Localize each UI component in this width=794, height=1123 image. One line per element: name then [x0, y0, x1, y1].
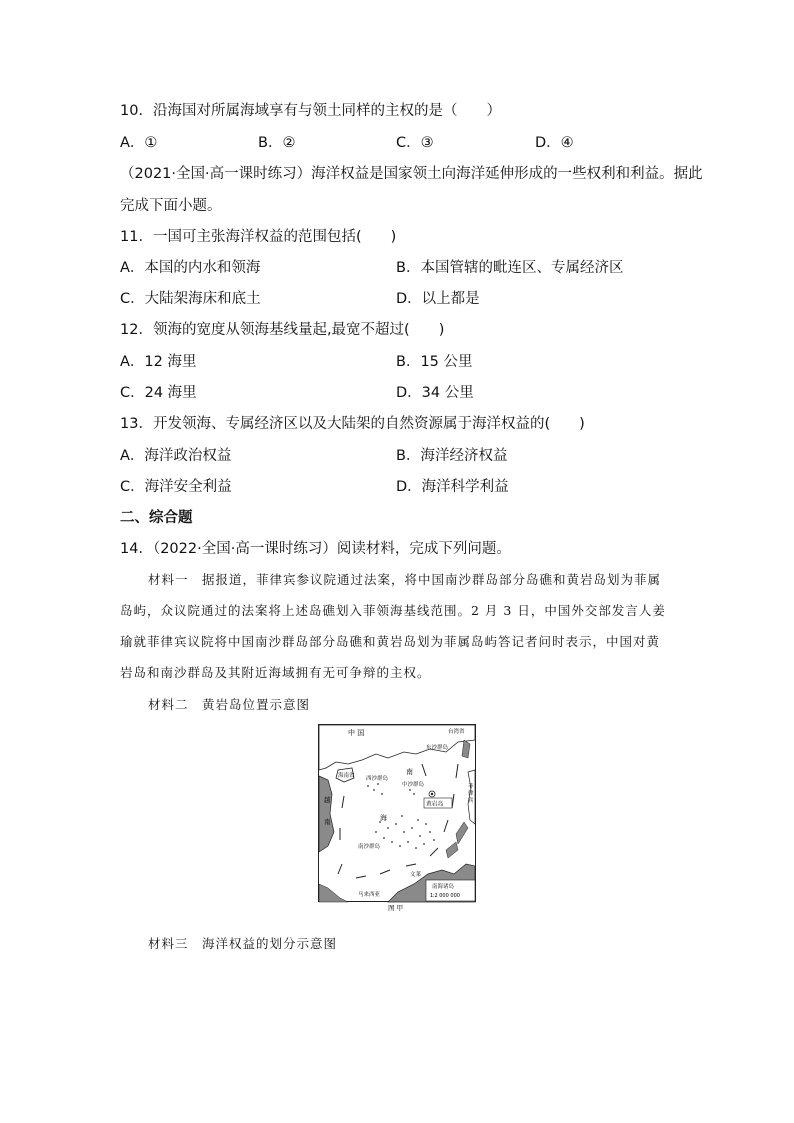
- label-xisha: 西沙群岛: [366, 776, 389, 782]
- q11-option-b: B．本国管辖的毗连区、专属经济区: [396, 260, 624, 276]
- q13-stem: 13．开发领海、专属经济区以及大陆架的自然资源属于海洋权益的( ): [120, 416, 585, 432]
- q11-option-d: D．以上都是: [396, 291, 480, 307]
- inset-scale: 1∶2 000 000: [430, 893, 460, 899]
- q11-option-c: C．大陆架海床和底土: [120, 291, 261, 307]
- label-hai: 海: [380, 814, 387, 822]
- q12-stem: 12．领海的宽度从领海基线量起,最宽不超过( ): [120, 322, 445, 338]
- label-nan: 南: [406, 768, 413, 776]
- q12-option-b: B．15 公里: [396, 354, 473, 370]
- q13-option-a: A．海洋政治权益: [120, 448, 232, 464]
- label-philippines: 菲 律 宾: [468, 784, 474, 804]
- section-title: 二、综合题: [120, 510, 193, 526]
- q12-option-c: C．24 海里: [120, 385, 197, 401]
- map-caption: 图 甲: [388, 904, 404, 912]
- material3-title: 材料三 海洋权益的划分示意图: [148, 936, 338, 951]
- intro-line-2: 完成下面小题。: [120, 198, 222, 214]
- huangyan-location-map: [318, 724, 476, 912]
- q10-option-c: C．③: [396, 135, 434, 151]
- q13-option-c: C．海洋安全利益: [120, 479, 232, 495]
- q12-option-a: A．12 海里: [120, 354, 197, 370]
- q10-stem: 10．沿海国对所属海域享有与领土同样的主权的是（ ）: [120, 103, 501, 119]
- material1-line-4: 岩岛和南沙群岛及其附近海域拥有无可争辩的主权。: [120, 665, 431, 680]
- label-yue: 越: [324, 796, 331, 804]
- q11-stem: 11．一国可主张海洋权益的范围包括( ): [120, 229, 397, 245]
- label-dongsha: 东沙群岛: [426, 745, 449, 751]
- q14-stem: 14．（2022·全国·高一课时练习）阅读材料，完成下列问题。: [120, 541, 511, 557]
- q10-option-b: B．②: [258, 135, 296, 151]
- intro-line-1: （2021·全国·高一课时练习）海洋权益是国家领土向海洋延伸形成的一些权利和利益。据此: [120, 166, 703, 182]
- material1-line-1: 材料一 据报道，菲律宾参议院通过法案，将中国南沙群岛部分岛礁和黄岩岛划为菲属: [148, 572, 662, 587]
- material2-title: 材料二 黄岩岛位置示意图: [148, 697, 311, 712]
- label-wenlai: 文莱: [410, 872, 422, 878]
- q13-option-d: D．海洋科学利益: [396, 479, 509, 495]
- q13-option-b: B．海洋经济权益: [396, 448, 508, 464]
- label-taiwan: 台湾省: [448, 729, 465, 735]
- inset-title: 南海诸岛: [432, 884, 455, 890]
- label-huangyan: 黄岩岛: [426, 801, 444, 808]
- label-philippines-1: 菲: [468, 784, 474, 790]
- q10-option-a: A．①: [120, 135, 158, 151]
- label-zhongsha: 中沙群岛: [402, 782, 425, 788]
- label-nan2: 南: [324, 818, 331, 826]
- q11-option-a: A．本国的内水和领海: [120, 260, 261, 276]
- label-nansha: 南沙群岛: [358, 844, 381, 850]
- label-hainan: 海南省: [338, 773, 355, 779]
- q12-option-d: D．34 公里: [396, 385, 474, 401]
- label-malaysia: 马来西亚: [358, 892, 381, 898]
- q10-option-d: D．④: [535, 135, 574, 151]
- material1-line-2: 岛屿，众议院通过的法案将上述岛礁划入菲领海基线范围。2 月 3 日，中国外交部发言人姜: [120, 603, 666, 618]
- material1-line-3: 瑜就菲律宾议院将中国南沙群岛部分岛礁和黄岩岛划为菲属岛屿答记者问时表示，中国对黄: [120, 634, 661, 649]
- label-china: 中 国: [348, 729, 365, 737]
